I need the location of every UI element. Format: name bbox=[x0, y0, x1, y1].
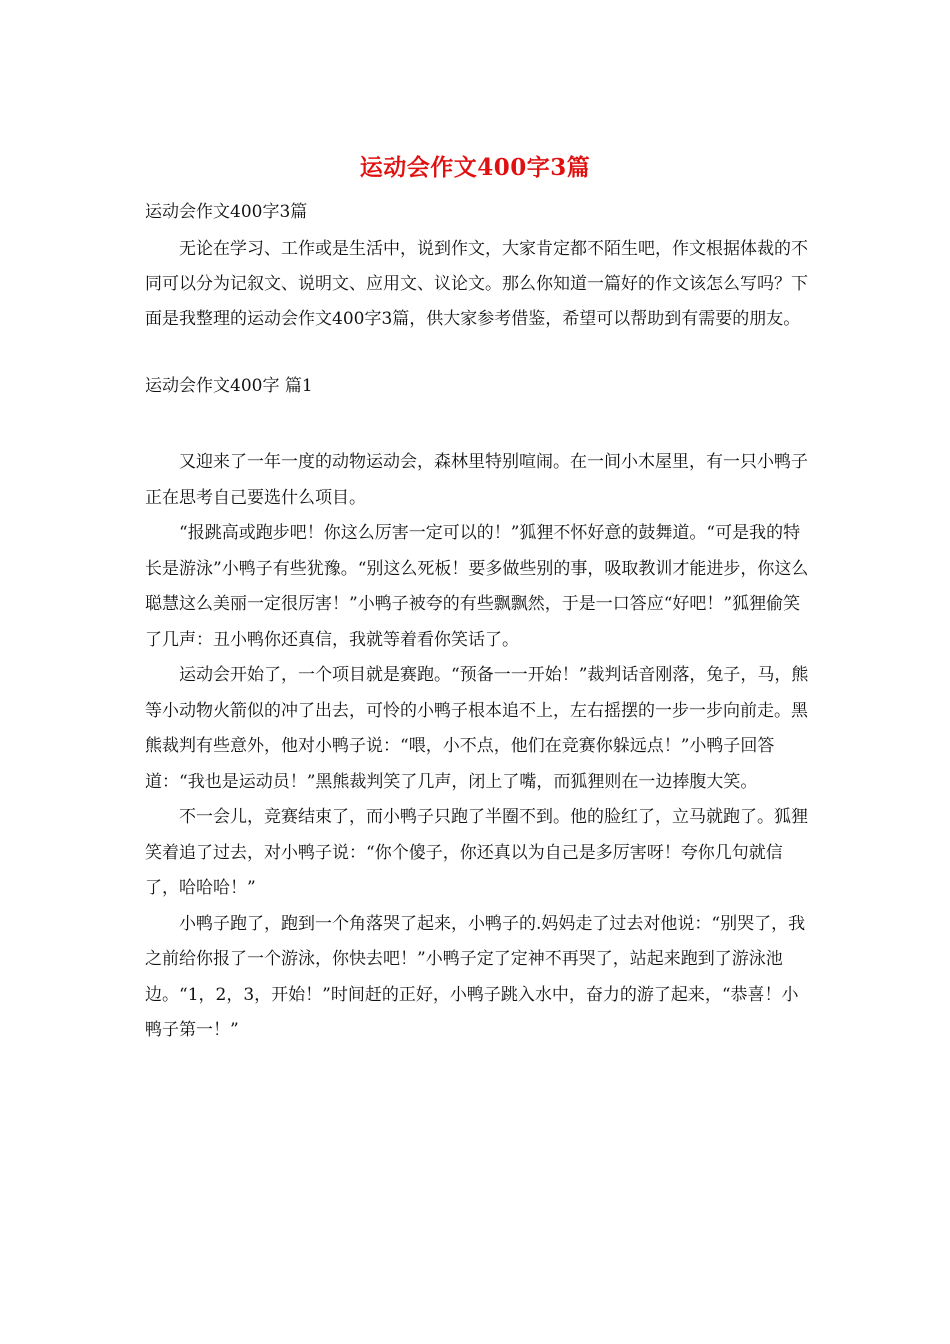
document-title: 运动会作文400字3篇 bbox=[359, 154, 591, 181]
body-paragraph: 不一会儿，竞赛结束了，而小鸭子只跑了半圈不到。他的脸红了，立马就跑了。狐狸笑着追了过去，对小鸭子说：“你个傻子，你还真以为自己是多厉害呀！夸你几句就信了，哈哈哈！” bbox=[145, 807, 808, 898]
document-body bbox=[145, 197, 815, 1049]
intro-paragraph: 无论在学习、工作或是生活中，说到作文，大家肯定都不陌生吧，作文根据体裁的不同可以分为记叙文、说明文、应用文、议论文。那么你知道一篇好的作文该怎么写吗？下面是我整理的运动会作文400字3篇，供大家参考借鉴，希望可以帮助到有需要的朋友。 bbox=[145, 239, 808, 329]
body-paragraph: 又迎来了一年一度的动物运动会，森林里特别喧闹。在一间小木屋里，有一只小鸭子正在思考自己要选什么项目。 bbox=[145, 452, 808, 508]
document-subtitle: 运动会作文400字3篇 bbox=[145, 202, 308, 222]
body-paragraph: 小鸭子跑了，跑到一个角落哭了起来，小鸭子的.妈妈走了过去对他说：“别哭了，我之前给你报了一个游泳，你快去吧！”小鸭子定了定神不再哭了，站起来跑到了游泳池边。“1，2，3，开始！”时间赶的正好，小鸭子跳入水中，奋力的游了起来，“恭喜！小鸭子第一！” bbox=[145, 913, 806, 1040]
body-paragraph: “报跳高或跑步吧！你这么厉害一定可以的！”狐狸不怀好意的鼓舞道。“可是我的特长是游泳”小鸭子有些犹豫。“别这么死板！要多做些别的事，吸取教训才能进步，你这么聪慧这么美丽一定很厉害！”小鸭子被夸的有些飘飘然，于是一口答应“好吧！”狐狸偷笑了几声：丑小鸭你还真信，我就等着看你笑话了。 bbox=[145, 523, 809, 650]
body-paragraph: 运动会开始了，一个项目就是赛跑。“预备一一开始！”裁判话音刚落，兔子，马，熊等小动物火箭似的冲了出去，可怜的小鸭子根本追不上，左右摇摆的一步一步向前走。黑熊裁判有些意外，他对小鸭子说：“喂，小不点，他们在竞赛你躲远点！”小鸭子回答道：“我也是运动员！”黑熊裁判笑了几声，闭上了嘴，而狐狸则在一边捧腹大笑。 bbox=[145, 665, 809, 792]
section-heading: 运动会作文400字 篇1 bbox=[145, 376, 313, 396]
